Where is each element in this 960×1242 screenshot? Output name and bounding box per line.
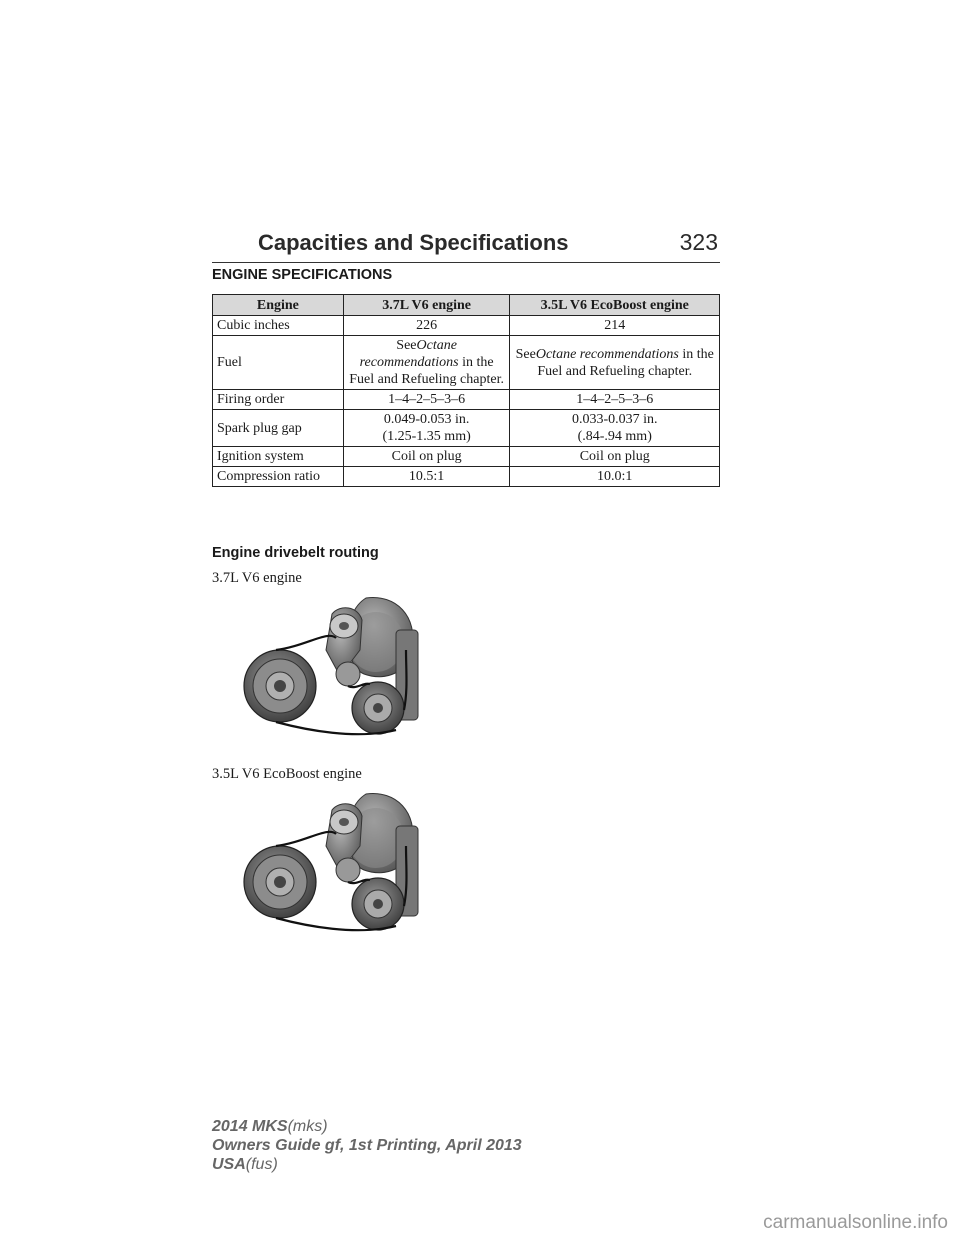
cell-value: 226 xyxy=(343,316,510,336)
row-label: Compression ratio xyxy=(213,467,344,487)
section-heading: ENGINE SPECIFICATIONS xyxy=(212,267,393,283)
see-text: See xyxy=(396,338,417,353)
footer-model: 2014 MKS xyxy=(212,1118,288,1135)
drivebelt-diagram-3-7l xyxy=(236,590,436,746)
cell-value: 1–4–2–5–3–6 xyxy=(510,390,720,410)
see-text: See xyxy=(515,346,536,362)
row-label: Fuel xyxy=(213,336,344,390)
value-line: (1.25-1.35 mm) xyxy=(382,429,471,444)
cross-reference: Octane recommendations xyxy=(535,346,679,362)
engine-specifications-table xyxy=(212,294,720,487)
table-row xyxy=(213,390,720,410)
cell-value xyxy=(343,336,510,390)
cell-value: 214 xyxy=(510,316,720,336)
page-number: 323 xyxy=(679,229,718,255)
row-label: Ignition system xyxy=(213,447,344,467)
reference-rest: in the Fuel and Refueling chapter. xyxy=(349,355,504,387)
footer-model-code: (mks) xyxy=(287,1118,328,1135)
row-label: Firing order xyxy=(213,390,344,410)
cell-value xyxy=(510,336,720,390)
column-header: Engine xyxy=(213,295,344,316)
cell-value: 10.5:1 xyxy=(343,467,510,487)
reference-rest: in the Fuel and Refueling chapter. xyxy=(537,346,714,379)
row-label: Cubic inches xyxy=(213,316,344,336)
table-row xyxy=(213,336,720,390)
column-header: 3.5L V6 EcoBoost engine xyxy=(510,295,720,316)
drivebelt-diagram-3-5l-ecoboost xyxy=(236,786,436,942)
diagram-caption: 3.5L V6 EcoBoost engine xyxy=(212,766,362,782)
watermark: carmanualsonline.info xyxy=(763,1212,948,1233)
value-line: 0.049-0.053 in. xyxy=(383,412,470,427)
cell-value xyxy=(510,410,720,447)
cell-value: 10.0:1 xyxy=(510,467,720,487)
table-row xyxy=(213,447,720,467)
cross-reference: Octane recommendations xyxy=(359,338,459,370)
table-row xyxy=(213,316,720,336)
page-header xyxy=(212,228,720,263)
cell-value: Coil on plug xyxy=(343,447,510,467)
cell-value: Coil on plug xyxy=(510,447,720,467)
footer-guide-info: Owners Guide gf, 1st Printing, April 2013 xyxy=(212,1137,522,1154)
footer-market-code: (fus) xyxy=(245,1156,278,1173)
cell-value xyxy=(343,410,510,447)
cell-value: 1–4–2–5–3–6 xyxy=(343,390,510,410)
table-row xyxy=(213,467,720,487)
drivebelt-heading: Engine drivebelt routing xyxy=(212,545,379,561)
table-header-row xyxy=(213,295,720,316)
column-header: 3.7L V6 engine xyxy=(343,295,510,316)
footer-market: USA xyxy=(212,1156,246,1173)
diagram-caption: 3.7L V6 engine xyxy=(212,570,302,586)
row-label: Spark plug gap xyxy=(213,410,344,447)
page-footer xyxy=(212,1117,522,1174)
value-line: 0.033-0.037 in. xyxy=(571,412,658,427)
table-row xyxy=(213,410,720,447)
page-title: Capacities and Specifications xyxy=(258,230,569,255)
value-line: (.84-.94 mm) xyxy=(577,429,652,444)
